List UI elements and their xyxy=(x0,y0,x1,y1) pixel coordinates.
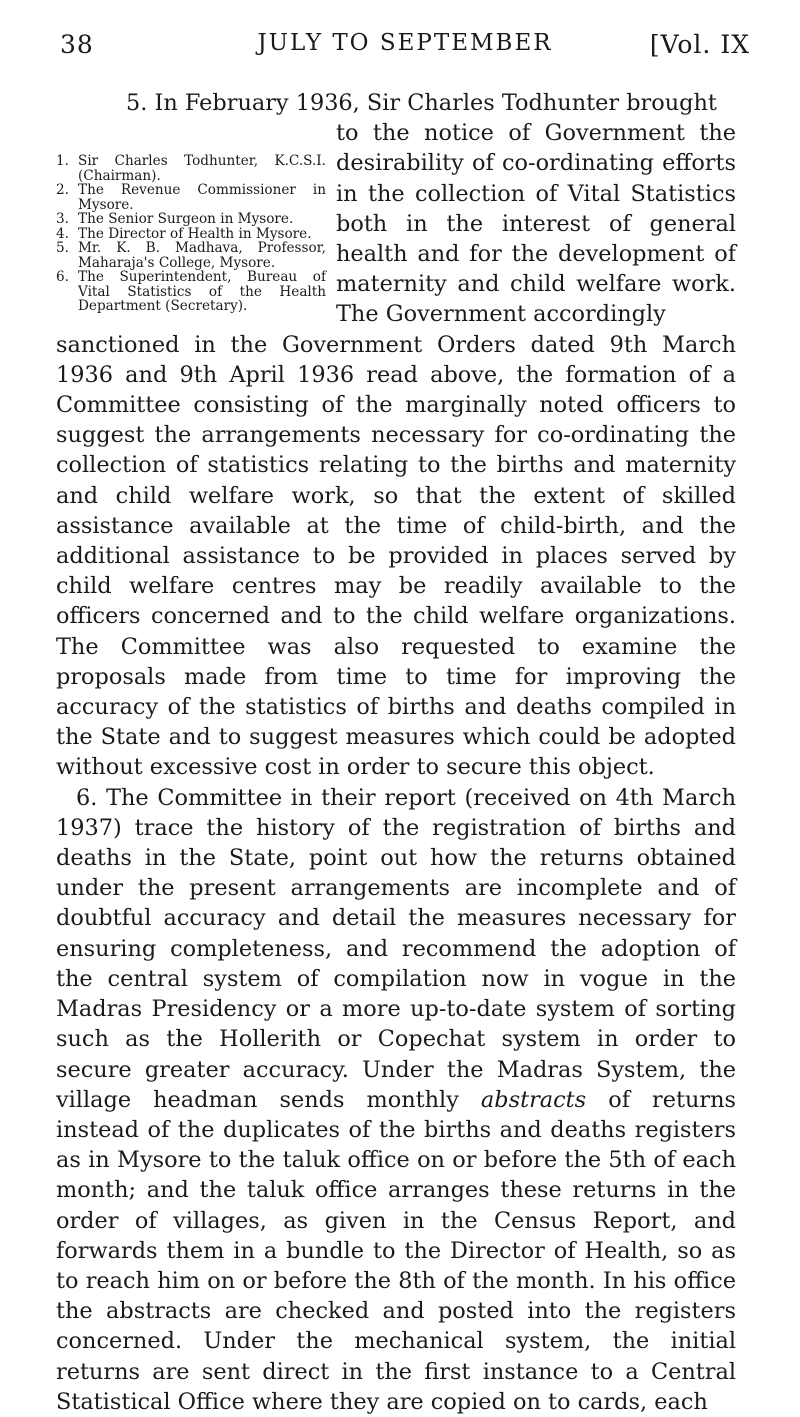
margin-note: 2. The Revenue Commissioner in Mysore. xyxy=(56,182,326,213)
margin-note: 4. The Director of Health in Mysore. xyxy=(56,225,312,242)
page-header xyxy=(60,30,750,70)
paragraph-6: 6. The Committee in their report (received on 4th March 1937) trace the history of the registration of births and deaths in the State, point out how the returns obtained under the present arrangements are incomplete and of doubtful accuracy and detail the measures necessary for ensuring completeness, and recommend the adoption of the central system of compilation now in vogue in the Madras Presidency or a more up-to-date system of sorting such as the Hollerith or Copechat system in order to secure greater accuracy. Under the Madras System, the village headman sends monthly abstracts of returns instead of the duplicates of the births and deaths registers as in Mysore to the taluk office on or before the 5th of each month; and the taluk office arranges these returns in the order of villages, as given in the Census Report, and forwards them in a bundle to the Director of Health, so as to reach him on or before the 8th of the month. In his office the abstracts are checked and posted into the registers concerned. Under the mechanical system, the initial returns are sent direct in the first instance to a Central Statistical Office where they are copied on to cards, each xyxy=(56,784,737,1415)
paragraph-5-wrapped: to the notice of Government the desirability of co-ordinating efforts in the collection of Vital Statistics both in the interest of general health and for the development of maternity and child welfare work. The Government accordingly xyxy=(336,120,736,328)
body-text xyxy=(56,88,736,1417)
volume-label: [Vol. IX xyxy=(649,30,750,59)
marginal-notes xyxy=(56,154,326,314)
margin-note: 1. Sir Charles Todhunter, K.C.S.I. (Chairman). xyxy=(56,153,326,184)
running-title: JULY TO SEPTEMBER xyxy=(257,30,553,56)
paragraph-5-continuation: sanctioned in the Government Orders dated 9th March 1936 and 9th April 1936 read above, the formation of a Committee consisting of the marginally noted officers to suggest the arrangements necessary for co-ordinating the collection of statistics relating to the births and maternity and child welfare work, so that the extent of skilled assistance available at the time of child-birth, and the additional assistance to be provided in places served by child welfare centres may be readily available to the officers concerned and to the child welfare organizations. The Committee was also requested to examine the proposals made from time to time for improving the accuracy of the statistics of births and deaths compiled in the State and to suggest measures which could be adopted without excessive cost in order to secure this object. xyxy=(56,331,736,781)
page-number: 38 xyxy=(60,30,94,59)
margin-note: 5. Mr. K. B. Madhava, Professor, Maharaja's College, Mysore. xyxy=(56,240,326,271)
margin-note: 6. The Superintendent, Bureau of Vital Statistics of the Health Department (Secretary). xyxy=(56,269,326,315)
margin-note: 3. The Senior Surgeon in Mysore. xyxy=(56,211,294,228)
paragraph-5-first-line: 5. In February 1936, Sir Charles Todhunter brought xyxy=(126,90,717,116)
abstracts-emphasis: abstracts xyxy=(480,1086,587,1113)
